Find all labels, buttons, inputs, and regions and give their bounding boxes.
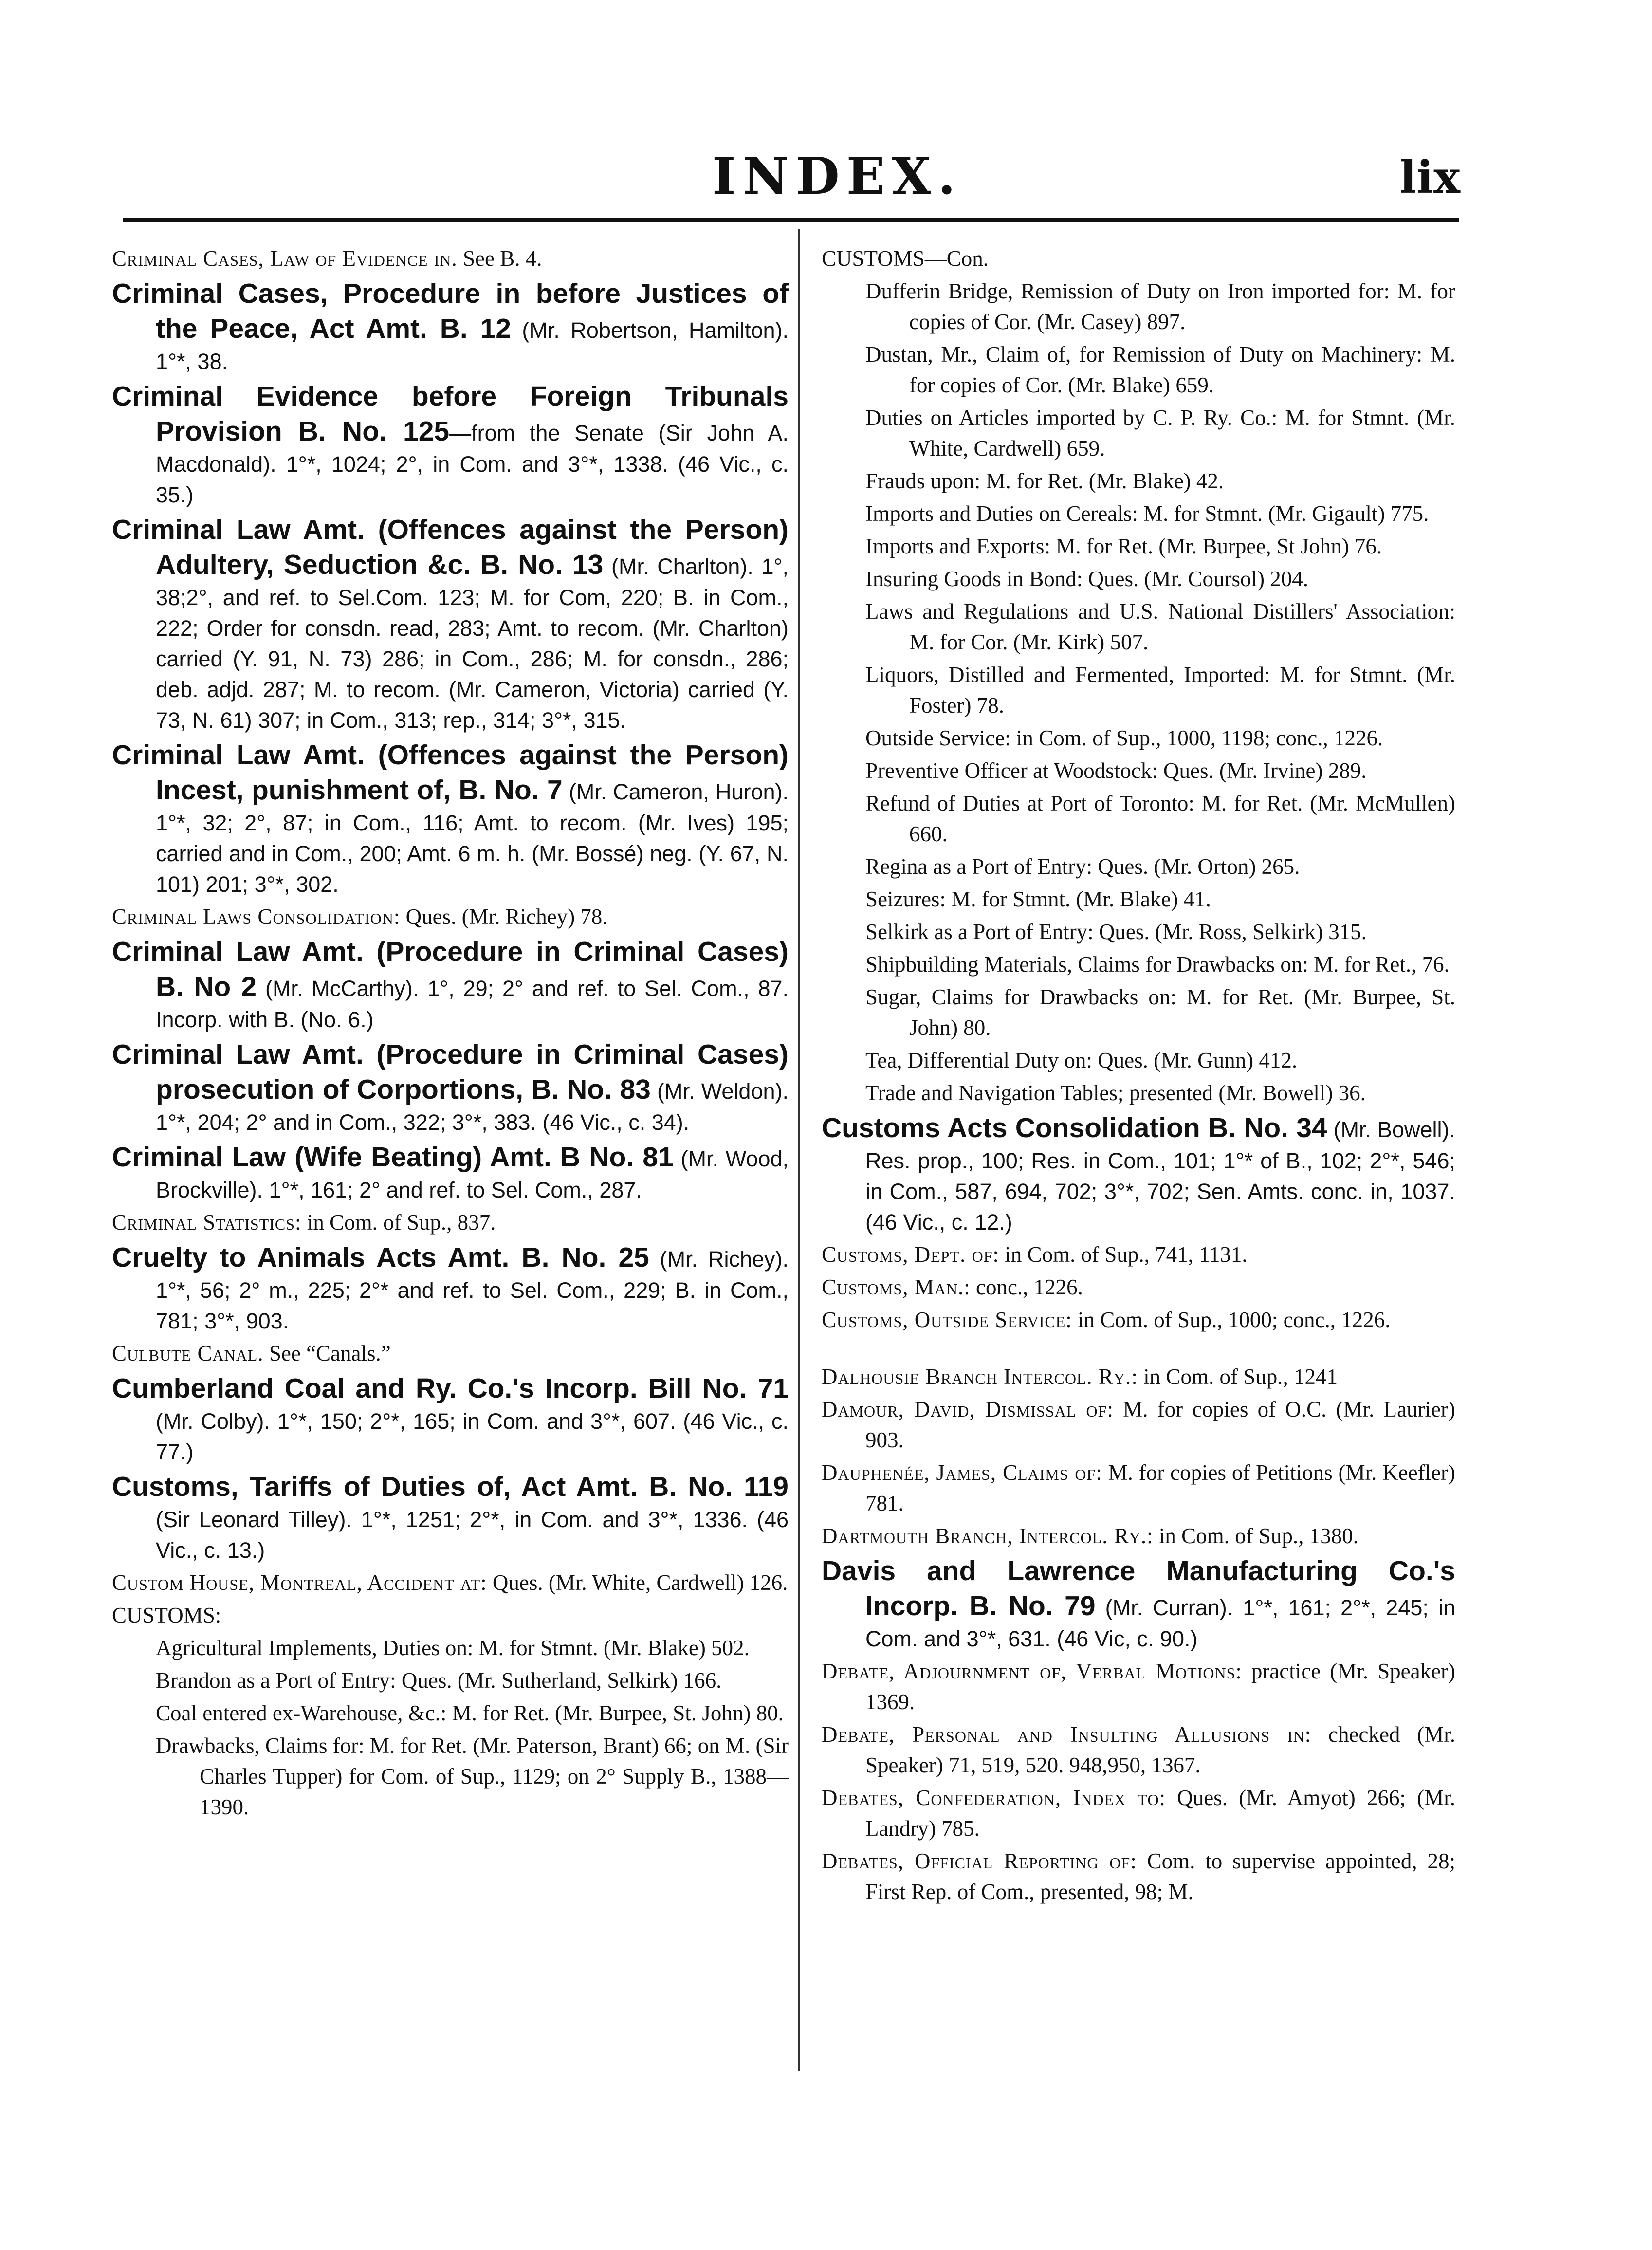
column-divider (798, 229, 800, 2071)
entry-heading: Debates, Confederation, Index to: (822, 1786, 1166, 1810)
index-subentry (865, 466, 1455, 497)
entry-text: conc., 1226. (970, 1275, 1083, 1299)
entry-heading: Criminal Evidence before Foreign Tribunals Provision B. No. 125 (112, 381, 789, 447)
index-entry (822, 1305, 1455, 1335)
entry-text: in Com. of Sup., 1380. (1153, 1524, 1358, 1548)
index-entry (112, 902, 789, 932)
entry-text: Sugar, Claims for Drawbacks on: M. for Ret. (Mr. Burpee, St. John) 80. (865, 985, 1455, 1040)
index-entry (112, 1037, 789, 1138)
entry-text: Imports and Exports: M. for Ret. (Mr. Burpee, St John) 76. (865, 534, 1382, 558)
entry-text: (Mr. Richey). 1°*, 56; 2° m., 225; 2°* and ref. to Sel. Com., 229; B. in Com., 781; 3°*, 903. (156, 1247, 789, 1333)
index-entry (822, 1846, 1455, 1907)
entry-text: Ques. (Mr. Amyot) 266; (Mr. Landry) 785. (865, 1786, 1455, 1841)
index-entry (822, 1362, 1455, 1392)
index-entry (822, 1783, 1455, 1844)
index-subentry (865, 884, 1455, 915)
index-subentry (865, 564, 1455, 594)
page-header (117, 146, 1460, 219)
index-subentry (865, 723, 1455, 754)
index-entry (112, 1568, 789, 1598)
index-entry (112, 243, 789, 274)
entry-text: (Mr. Robertson, Hamilton). 1°*, 38. (156, 318, 789, 374)
entry-text: in Com. of Sup., 741, 1131. (999, 1242, 1248, 1267)
entry-heading: Customs, Dept. of: (822, 1242, 1000, 1267)
entry-text: Dufferin Bridge, Remission of Duty on Iron imported for: M. for copies of Cor. (Mr. Casey) 897. (865, 279, 1455, 334)
entry-text: practice (Mr. Speaker) 1369. (865, 1659, 1455, 1714)
index-entry (112, 1140, 789, 1205)
entry-heading: Criminal Cases, Law of Evidence in. (112, 246, 458, 271)
entry-text: (Sir Leonard Tilley). 1°*, 1251; 2°*, in Com. and 3°*, 1336. (46 Vic., c. 13.) (156, 1507, 789, 1563)
entry-text: (Mr. Weldon). 1°*, 204; 2° and in Com., 322; 3°*, 383. (46 Vic., c. 34). (156, 1079, 789, 1135)
entry-text: (Mr. Colby). 1°*, 150; 2°*, 165; in Com. and 3°*, 607. (46 Vic., c. 77.) (156, 1409, 789, 1464)
entry-text: Shipbuilding Materials, Claims for Drawbacks on: M. for Ret., 76. (865, 952, 1450, 977)
entry-heading: Dauphenée, James, Claims of: (822, 1460, 1102, 1485)
index-subentry (865, 403, 1455, 464)
entry-text: (Mr. Charlton). 1°, 38;2°, and ref. to Sel.Com. 123; M. for Com, 220; B. in Com., 222; Order for consdn. read, 283; Amt. to recom. (Mr. Charlton) carried (Y. 91, N. 73) 286; in Com., 286; M. for consdn., 286; deb. adjd. 287; M. to recom. (Mr. Cameron, Victoria) carried (Y. 73, N. 61) 307; in Com., 313; rep., 314; 3°*, 315. (156, 554, 789, 733)
section-gap (822, 1337, 1455, 1362)
index-entry (822, 1457, 1455, 1519)
index-entry (112, 1600, 789, 1631)
right-column (822, 243, 1455, 1909)
entry-text: checked (Mr. Speaker) 71, 519, 520. 948,950, 1367. (865, 1722, 1455, 1777)
index-entry (112, 934, 789, 1035)
entry-text: in Com. of Sup., 1241 (1138, 1365, 1338, 1389)
header-rule (123, 218, 1459, 222)
entry-text: (Mr. Curran). 1°*, 161; 2°*, 245; in Com. and 3°*, 631. (46 Vic, c. 90.) (865, 1595, 1455, 1651)
entry-heading: Cruelty to Animals Acts Amt. B. No. 25 (112, 1242, 649, 1273)
entry-heading: Criminal Law Amt. (Procedure in Criminal Cases) prosecution of Corportions, B. No. 83 (112, 1039, 789, 1105)
index-subentry (865, 498, 1455, 529)
entry-heading: Damour, David, Dismissal of: (822, 1397, 1114, 1421)
entry-heading: Dartmouth Branch, Intercol. Ry.: (822, 1524, 1154, 1548)
entry-text: Tea, Differential Duty on: Ques. (Mr. Gunn) 412. (865, 1048, 1298, 1072)
entry-text: Seizures: M. for Stmnt. (Mr. Blake) 41. (865, 887, 1211, 911)
entry-text: in Com. of Sup., 1000; conc., 1226. (1072, 1308, 1391, 1332)
entry-heading: Custom House, Montreal, Accident at: (112, 1570, 487, 1595)
entry-text: Outside Service: in Com. of Sup., 1000, 1198; conc., 1226. (865, 726, 1383, 750)
entry-heading: Criminal Laws Consolidation: (112, 904, 401, 929)
index-entry (112, 379, 789, 510)
index-entry (112, 1371, 789, 1467)
index-entry (112, 1469, 789, 1566)
index-entry (112, 738, 789, 900)
entry-heading: Criminal Statistics: (112, 1210, 302, 1235)
index-entry (112, 512, 789, 736)
entry-heading: Criminal Law Amt. (Offences against the Person) Adultery, Seduction &c. B. No. 13 (112, 514, 789, 580)
index-subentry (156, 1731, 789, 1823)
index-subentry (865, 276, 1455, 337)
index-entry (822, 1719, 1455, 1781)
index-subentry (865, 1045, 1455, 1076)
entry-heading: Customs, Tariffs of Duties of, Act Amt. B. No. 119 (112, 1471, 789, 1502)
entry-text: Com. to supervise appointed, 28; First Rep. of Com., presented, 98; M. (865, 1849, 1456, 1904)
index-entry (112, 1207, 789, 1238)
entry-text: Trade and Navigation Tables; presented (Mr. Bowell) 36. (865, 1081, 1366, 1105)
entry-heading: Customs, Outside Service: (822, 1308, 1072, 1332)
index-subentry (865, 756, 1455, 786)
entry-text: Agricultural Implements, Duties on: M. for Stmnt. (Mr. Blake) 502. (156, 1636, 750, 1660)
entry-text: (Mr. Bowell). Res. prop., 100; Res. in Com., 101; 1°* of B., 102; 2°*, 546; in Com., 587, 694, 702; 3°*, 702; Sen. Amts. conc. in, 1037. (46 Vic., c. 12.) (865, 1117, 1456, 1235)
index-subentry (865, 531, 1455, 562)
index-entry (822, 1239, 1455, 1270)
entry-heading: Davis and Lawrence Manufacturing Co.'s Incorp. B. No. 79 (822, 1555, 1455, 1622)
entry-text: Selkirk as a Port of Entry: Ques. (Mr. Ross, Selkirk) 315. (865, 920, 1367, 944)
entry-heading: Culbute Canal. (112, 1341, 264, 1365)
entry-heading: Dalhousie Branch Intercol. Ry.: (822, 1365, 1138, 1389)
entry-text: See B. 4. (457, 246, 542, 271)
entry-text: Coal entered ex-Warehouse, &c.: M. for Ret. (Mr. Burpee, St. John) 80. (156, 1701, 784, 1725)
entry-text: CUSTOMS: (112, 1603, 221, 1627)
index-entry (822, 1110, 1455, 1237)
entry-heading: Cumberland Coal and Ry. Co.'s Incorp. Bill No. 71 (112, 1373, 789, 1404)
entry-text: CUSTOMS—Con. (822, 246, 989, 271)
entry-text: —from the Senate (Sir John A. Macdonald). 1°*, 1024; 2°, in Com. and 3°*, 1338. (46 Vic., c. 35.) (156, 421, 789, 507)
index-entry (822, 1394, 1455, 1456)
index-subentry (865, 788, 1455, 849)
index-entry (822, 1521, 1455, 1551)
entry-text: Drawbacks, Claims for: M. for Ret. (Mr. Paterson, Brant) 66; on M. (Sir Charles Tupper) for Com. of Sup., 1129; on 2° Supply B., 1388—1390. (156, 1734, 789, 1819)
entry-text: Refund of Duties at Port of Toronto: M. for Ret. (Mr. McMullen) 660. (865, 791, 1455, 846)
entry-text: Insuring Goods in Bond: Ques. (Mr. Coursol) 204. (865, 567, 1308, 591)
index-entry (822, 1656, 1455, 1717)
entry-text: Regina as a Port of Entry: Ques. (Mr. Orton) 265. (865, 854, 1300, 879)
entry-text: Brandon as a Port of Entry: Ques. (Mr. Sutherland, Selkirk) 166. (156, 1668, 722, 1693)
entry-heading: Debate, Personal and Insulting Allusions in: (822, 1722, 1312, 1747)
index-subentry (865, 982, 1455, 1043)
entry-heading: Customs, Man.: (822, 1275, 971, 1299)
index-subentry (865, 660, 1455, 721)
entry-heading: Customs Acts Consolidation B. No. 34 (822, 1112, 1327, 1143)
index-entry (112, 1240, 789, 1336)
index-subentry (865, 917, 1455, 947)
entry-text: Imports and Duties on Cereals: M. for Stmnt. (Mr. Gigault) 775. (865, 501, 1429, 526)
index-subentry (156, 1698, 789, 1729)
index-entry (822, 1553, 1455, 1654)
index-entry (822, 1272, 1455, 1303)
page-number: lix (1399, 151, 1460, 203)
index-subentry (865, 339, 1455, 401)
entry-text: Laws and Regulations and U.S. National Distillers' Association: M. for Cor. (Mr. Kirk) 507. (865, 599, 1455, 654)
index-entry (822, 243, 1455, 274)
entry-text: in Com. of Sup., 837. (301, 1210, 496, 1235)
entry-heading: Debates, Official Reporting of: (822, 1849, 1137, 1873)
entry-text: Ques. (Mr. Richey) 78. (400, 904, 608, 929)
entry-text: Duties on Articles imported by C. P. Ry. Co.: M. for Stmnt. (Mr. White, Cardwell) 659. (865, 406, 1455, 461)
left-column (112, 243, 789, 1825)
entry-text: Liquors, Distilled and Fermented, Imported: M. for Stmnt. (Mr. Foster) 78. (865, 663, 1455, 718)
index-entry (112, 1338, 789, 1369)
entry-heading: Criminal Law Amt. (Offences against the Person) Incest, punishment of, B. No. 7 (112, 739, 789, 806)
entry-text: Frauds upon: M. for Ret. (Mr. Blake) 42. (865, 469, 1224, 493)
entry-text: Preventive Officer at Woodstock: Ques. (Mr. Irvine) 289. (865, 758, 1367, 783)
entry-text: Ques. (Mr. White, Cardwell) 126. (487, 1570, 788, 1595)
index-subentry (865, 596, 1455, 658)
entry-text: (Mr. McCarthy). 1°, 29; 2° and ref. to Sel. Com., 87. Incorp. with B. (No. 6.) (156, 976, 789, 1032)
index-subentry (865, 851, 1455, 882)
index-subentry (156, 1665, 789, 1696)
entry-heading: Debate, Adjournment of, Verbal Motions: (822, 1659, 1242, 1683)
index-subentry (865, 1078, 1455, 1108)
index-subentry (156, 1633, 789, 1663)
entry-text: (Mr. Wood, Brockville). 1°*, 161; 2° and ref. to Sel. Com., 287. (156, 1146, 789, 1202)
entry-heading: Criminal Law (Wife Beating) Amt. B No. 81 (112, 1142, 674, 1173)
entry-text: (Mr. Cameron, Huron). 1°*, 32; 2°, 87; in Com., 116; Amt. to recom. (Mr. Ives) 195; carried and in Com., 200; Amt. 6 m. h. (Mr. Bossé) neg. (Y. 67, N. 101) 201; 3°*, 302. (156, 779, 789, 897)
entry-heading: Criminal Law Amt. (Procedure in Criminal Cases) B. No 2 (112, 936, 789, 1002)
entry-text: M. for copies of O.C. (Mr. Laurier) 903. (865, 1397, 1455, 1452)
entry-text: See “Canals.” (263, 1341, 391, 1365)
entry-heading: Criminal Cases, Procedure in before Justices of the Peace, Act Amt. B. 12 (112, 278, 789, 344)
entry-text: M. for copies of Petitions (Mr. Keefler) 781. (865, 1460, 1455, 1515)
index-entry (112, 276, 789, 377)
entry-text: Dustan, Mr., Claim of, for Remission of Duty on Machinery: M. for copies of Cor. (Mr. Blake) 659. (865, 342, 1455, 397)
page-title: INDEX. (712, 146, 963, 206)
index-subentry (865, 949, 1455, 980)
